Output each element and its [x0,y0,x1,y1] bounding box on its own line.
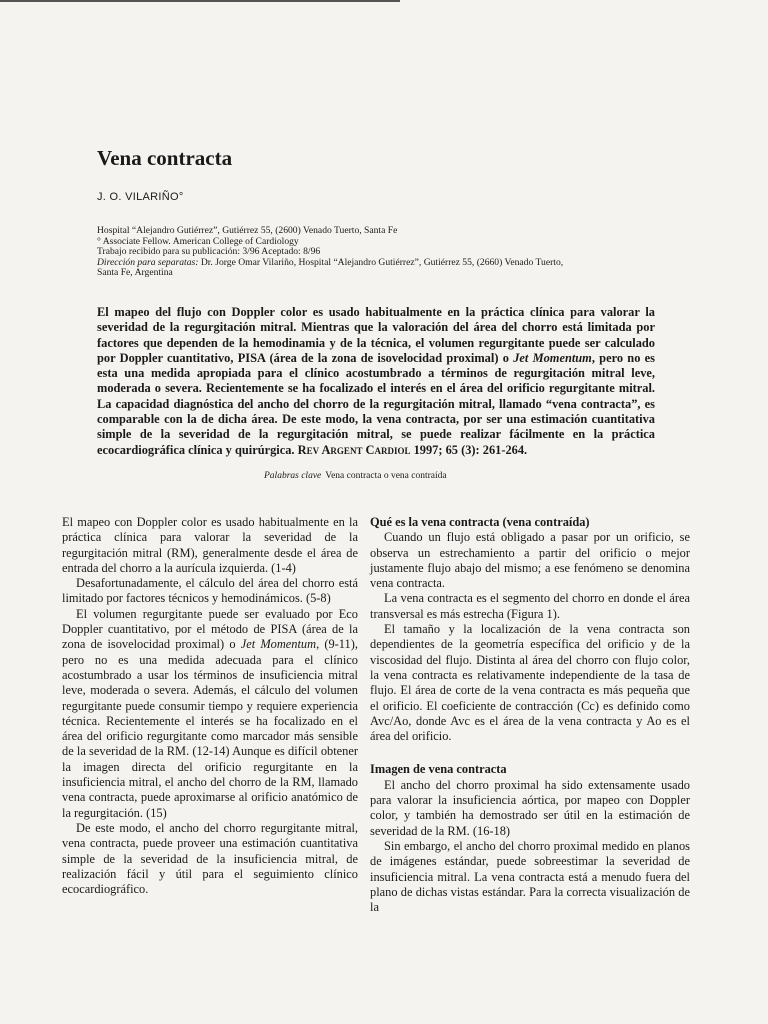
abstract [97,305,655,458]
left-paragraph-3-italic: Jet Momentum [240,637,317,652]
right-paragraph-5: Sin embargo, el ancho del chorro proximal medido en planos de imágenes estándar, puede sobreestimar la severidad de insuficiencia mitral. La vena contracta está a menudo fuera del plano de dichas vistas estándar. Para la correcta visualización de la [370,838,690,915]
article-title: Vena contracta [97,146,233,170]
right-paragraph-4: El ancho del chorro proximal ha sido extensamente usado para valorar la insuficiencia aórtica, por mapeo con Doppler color, y también ha demostrado ser útil en la estimación de severidad de la RM. (16-18) [370,777,690,838]
affiliation-address-text: Dr. Jorge Omar Vilariño, Hospital “Alejandro Gutiérrez”, Gutiérrez 55, (2660) Venado Tuerto, [198,256,564,268]
affiliation-hospital: Hospital “Alejandro Gutiérrez”, Gutiérrez 55, (2600) Venado Tuerto, Santa Fe [97,225,398,236]
left-column [62,515,358,897]
author-line: J. O. VILARIÑO° [97,191,184,203]
abstract-journal: Rev Argent Cardiol [297,442,411,457]
keywords [264,471,447,481]
affiliation-fellow: ° Associate Fellow. American College of Cardiology [97,235,299,247]
affiliation-dates: Trabajo recibido para su publicación: 3/96 Aceptado: 8/96 [97,246,321,257]
abstract-citation: 1997; 65 (3): 261-264. [410,442,528,457]
right-paragraph-3: El tamaño y la localización de la vena contracta son dependientes de la geometría específica del orificio y de la viscosidad del flujo. Distinta al área del chorro con flujo color, la vena contracta es relativamente independiente de la tasa de flujo. El área de corte de la vena contracta es más pequeña que el orificio. El coeficiente de contracción (Cc) es definido como Avc/Ao, donde Avc es el área de la vena contracta y Ao es el área del orificio. [370,622,690,744]
keywords-text: Vena contracta o vena contraída [325,471,447,481]
section-heading-2: Imagen de vena contracta [370,762,507,777]
left-paragraph-3 [62,607,358,821]
left-paragraph-4: De este modo, el ancho del chorro regurgitante mitral, vena contracta, puede proveer una estimación cuantitativa simple de la severidad de la insuficiencia mitral, de realización fácil y útil para el seguimiento clínico ecocardiográfico. [62,820,358,897]
section-heading-1: Qué es la vena contracta (vena contraída) [370,515,590,529]
left-paragraph-2: Desafortunadamente, el cálculo del área del chorro está limitado por factores técnicos y hemodinámicos. (5-8) [62,576,358,606]
right-paragraph-1: Cuando un flujo está obligado a pasar por un orificio, se observa un estrechamiento a partir del orificio o mejor justamente flujo abajo del mismo; a ese fenómeno se denomina vena contracta. [370,530,690,591]
abstract-italic: Jet Momentum [513,350,592,365]
affiliation-address [97,258,657,269]
keywords-label: Palabras clave [264,471,322,481]
right-column [370,515,690,915]
abstract-part2: , pero no es esta una medida apropiada para el clínico acostumbrado a términos de regurgitación mitral leve, moderada o severa. Recientemente se ha focalizado el interés en el área del orificio regurgitante mitral. La capacidad diagnóstica del ancho del chorro de la regurgitación mitral, llamado “vena contracta”, es comparable con la de dicha área. De este modo, la vena contracta, por ser una estimación cuantitativa simple de la severidad de la regurgitación mitral, se puede realizar fácilmente en la práctica ecocardiográfica clínica y quirúrgica. [97,350,655,457]
top-rule [0,0,400,2]
affiliation-city: Santa Fe, Argentina [97,267,173,278]
left-paragraph-1: El mapeo con Doppler color es usado habitualmente en la práctica clínica para valorar la severidad de la regurgitación mitral (RM), generalmente desde el área de entrada del chorro a la aurícula izquierda. (1-4) [62,515,358,575]
left-paragraph-3b: , (9-11), pero no es una medida adecuada para el clínico acostumbrado a usar los términos de insuficiencia mitral leve, moderada o severa. Además, el cálculo del volumen regurgitante puede consumir tiempo y requiere experiencia técnica. Recientemente el interés se ha focalizado en el área del orificio regurgitante como marcador más sensible de la severidad de la RM. (12-14) Aunque es difícil obtener la imagen directa del orificio regurgitante en la insuficiencia mitral, el ancho del chorro de la RM, llamado vena contracta, puede aproximarse al orificio anatómico de la regurgitación. (15) [62,637,358,820]
affiliation-address-label: Dirección para separatas: [97,256,199,268]
right-paragraph-2: La vena contracta es el segmento del chorro en donde el área transversal es más estrecha (Figura 1). [370,591,690,621]
affiliation-block [97,226,657,279]
left-paragraph-3a: El volumen regurgitante puede ser evaluado por Eco Doppler cuantitativo, por el método de PISA (área de la zona de isovelocidad proximal) o [62,606,358,652]
abstract-part1: El mapeo del flujo con Doppler color es usado habitualmente en la práctica clínica para valorar la severidad de la regurgitación mitral. Mientras que la valoración del área del chorro está limitada por factores que dependen de la hemodinamia y de la técnica, el volumen regurgitante puede ser calculado por Doppler cuantitativo, PISA (área de la zona de isovelocidad proximal) o [97,305,655,365]
